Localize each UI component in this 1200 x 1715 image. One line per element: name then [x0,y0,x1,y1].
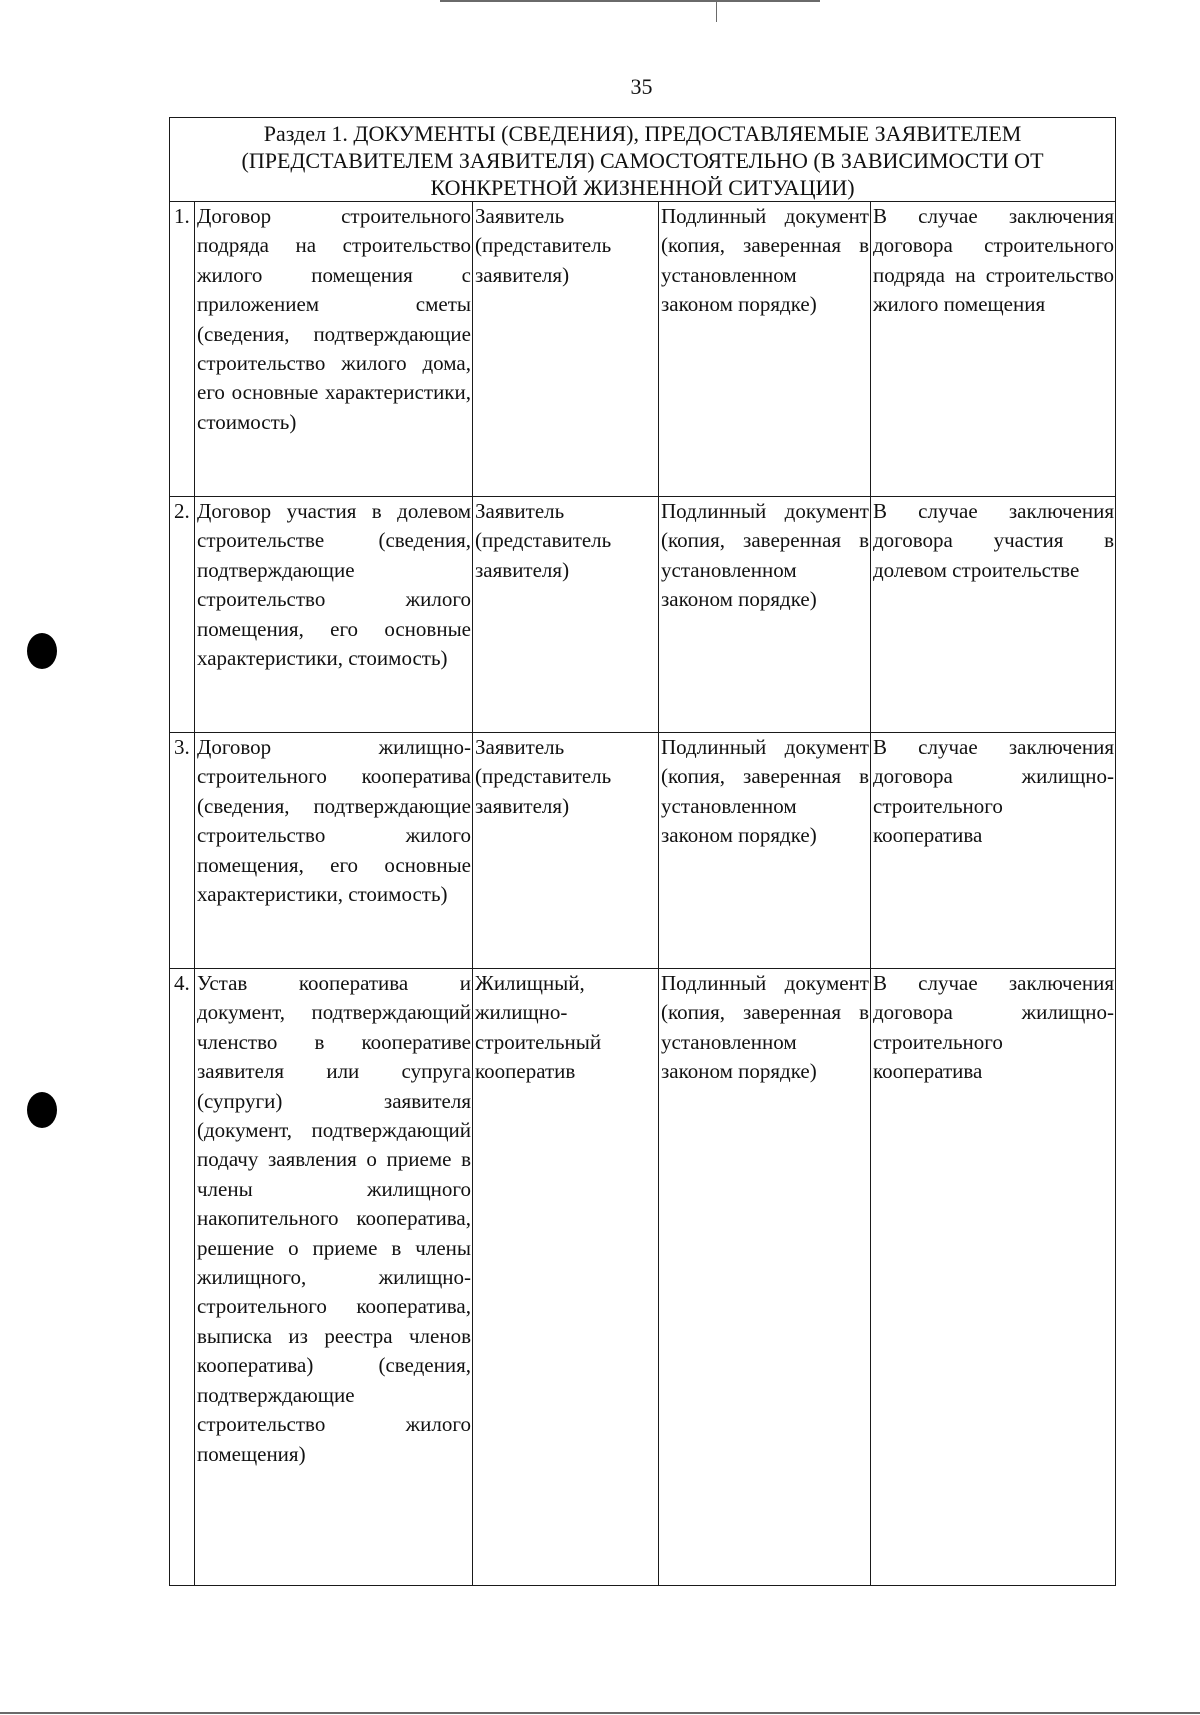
row-number: 3. [170,733,195,969]
submitter-cell: Заявитель (представитель заявителя) [473,202,659,497]
row-number: 1. [170,202,195,497]
submitter-cell: Жилищный, жилищно-строительный кооператив [473,969,659,1586]
condition-cell: В случае заключения договора участия в долевом строительстве [871,497,1116,733]
form-cell: Подлинный документ (копия, заверенная в установленном законом порядке) [659,497,871,733]
form-cell: Подлинный документ (копия, заверенная в установленном законом порядке) [659,969,871,1586]
form-cell: Подлинный документ (копия, заверенная в установленном законом порядке) [659,733,871,969]
page-number: 35 [630,74,653,99]
scan-edge-mark [440,0,820,2]
document-cell: Устав кооператива и документ, подтверждающий членство в кооперативе заявителя или супруга (супруги) заявителя (документ, подтверждающий подачу заявления о приеме в члены жилищного накопительного кооператива, решение о приеме в члены жилищного, жилищно-строительного кооператива, выписка из реестра членов кооператива) (сведения, подтверждающие строительство жилого помещения) [195,969,473,1586]
row-number: 2. [170,497,195,733]
table-row [170,202,1116,497]
punch-hole-mark [27,1092,57,1128]
condition-cell: В случае заключения договора строительного подряда на строительство жилого помещения [871,202,1116,497]
submitter-cell: Заявитель (представитель заявителя) [473,497,659,733]
condition-cell: В случае заключения договора жилищно-строительного кооператива [871,969,1116,1586]
table-row [170,733,1116,969]
submitter-cell: Заявитель (представитель заявителя) [473,733,659,969]
document-cell: Договор строительного подряда на строительство жилого помещения с приложением сметы (сведения, подтверждающие строительство жилого дома, его основные характеристики, стоимость) [195,202,473,497]
scan-edge-mark [0,1712,1200,1714]
section-header-row [170,118,1116,202]
document-cell: Договор участия в долевом строительстве (сведения, подтверждающие строительство жилого помещения, его основные характеристики, стоимость) [195,497,473,733]
row-number: 4. [170,969,195,1586]
document-cell: Договор жилищно-строительного кооператива (сведения, подтверждающие строительство жилого помещения, его основные характеристики, стоимость) [195,733,473,969]
documents-table [169,117,1116,1586]
form-cell: Подлинный документ (копия, заверенная в установленном законом порядке) [659,202,871,497]
punch-hole-mark [27,633,57,669]
section-title: Раздел 1. ДОКУМЕНТЫ (СВЕДЕНИЯ), ПРЕДОСТАВЛЯЕМЫЕ ЗАЯВИТЕЛЕМ (ПРЕДСТАВИТЕЛЕМ ЗАЯВИТЕЛЯ) САМОСТОЯТЕЛЬНО (В ЗАВИСИМОСТИ ОТ КОНКРЕТНОЙ ЖИЗНЕННОЙ СИТУАЦИИ) [170,118,1116,202]
scan-edge-mark [716,0,717,22]
table-row [170,969,1116,1586]
condition-cell: В случае заключения договора жилищно-строительного кооператива [871,733,1116,969]
table-row [170,497,1116,733]
